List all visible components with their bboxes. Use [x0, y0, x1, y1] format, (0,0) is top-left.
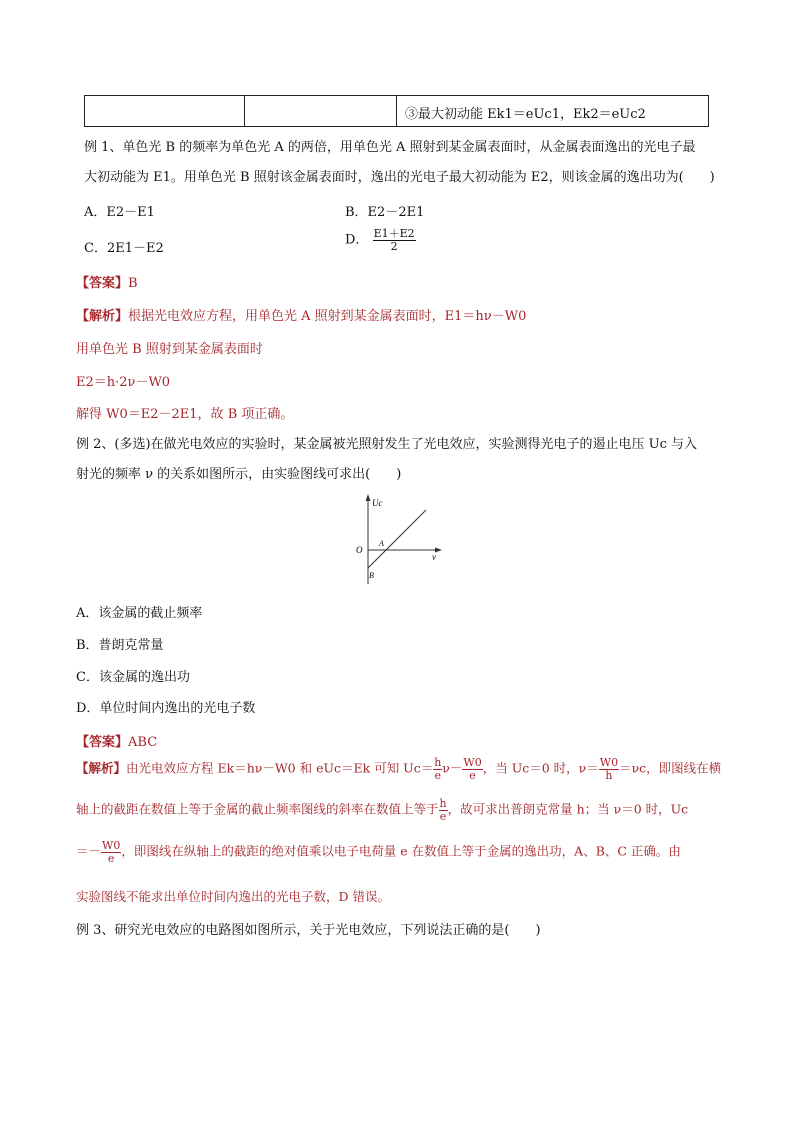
ex1-option-d-fraction	[373, 228, 416, 252]
ex2-analysis-line3	[76, 840, 681, 864]
fraction-denominator: h	[605, 768, 613, 782]
analysis-text: ，故可求出普朗克常量 h；当 ν＝0 时，Uc	[447, 801, 689, 817]
ex1-option-c: C．2E1－E2	[84, 241, 164, 256]
ex2-question-line1: 例 2、(多选)在做光电效应的实验时，某金属被光照射发生了光电效应，实验测得光电子的遏止电压 Uc 与入	[76, 437, 698, 452]
fraction-numerator: h	[434, 756, 442, 769]
analysis-text: ν－	[442, 760, 463, 776]
ex1-analysis-line3: E2＝h·2ν－W0	[76, 375, 171, 390]
ex2-analysis-line4: 实验图线不能求出单位时间内逸出的光电子数，D 错误。	[76, 889, 390, 904]
ex2-option-d: D．单位时间内逸出的光电子数	[76, 701, 256, 716]
answer-tag: 【答案】	[76, 276, 129, 291]
uc-line	[368, 510, 426, 568]
ex2-answer	[76, 731, 157, 750]
fraction-h-over-e	[433, 757, 442, 781]
ex2-option-c: C．该金属的逸出功	[76, 670, 190, 685]
table-fragment	[84, 95, 709, 127]
uc-vs-frequency-graph	[352, 492, 444, 588]
y-axis-arrow-icon	[366, 494, 371, 501]
analysis-text: 轴上的截距在数值上等于金属的截止频率图线的斜率在数值上等于	[76, 801, 439, 817]
fraction-denominator: e	[469, 768, 476, 782]
answer-value: ABC	[128, 735, 158, 750]
ex2-option-b: B．普朗克常量	[76, 638, 164, 653]
table-cell-2	[244, 96, 397, 126]
y-axis-label: Uc	[372, 498, 383, 508]
table-cell-1	[85, 96, 245, 126]
analysis-text: 根据光电效应方程，用单色光 A 照射到某金属表面时，E1＝hν－W0	[128, 309, 527, 324]
ex2-option-a: A．该金属的截止频率	[76, 606, 203, 621]
analysis-tag: 【解析】	[76, 309, 129, 324]
fraction-denominator: 2	[390, 239, 398, 253]
ex1-question-line1: 例 1、单色光 B 的频率为单色光 A 的两倍，用单色光 A 照射到某金属表面时，从金属表面逸出的光电子最	[84, 140, 696, 155]
fraction-denominator: e	[434, 768, 441, 782]
origin-label: O	[356, 545, 363, 555]
fraction-numerator: E1＋E2	[373, 227, 415, 240]
ex2-analysis-line2	[76, 798, 688, 822]
ex1-analysis-line2: 用单色光 B 照射到某金属表面时	[76, 342, 263, 357]
fraction-numerator: W0	[463, 756, 482, 769]
ex1-analysis-line1	[76, 305, 526, 324]
ex3-question-line1: 例 3、研究光电效应的电路图如图所示，关于光电效应，下列说法正确的是( )	[76, 923, 541, 938]
fraction-numerator: W0	[102, 839, 121, 852]
fraction-numerator: W0	[599, 756, 619, 769]
ex2-question-line2: 射光的频率 ν 的关系如图所示，由实验图线可求出( )	[76, 467, 402, 482]
ex1-option-b: B．E2－2E1	[345, 205, 425, 220]
ex2-analysis-line1	[76, 757, 721, 781]
fraction-numerator: h	[439, 797, 447, 810]
ex1-question-line2: 大初动能为 E1。用单色光 B 照射该金属表面时，逸出的光电子最大初动能为 E2，则该金属的逸出功为( )	[84, 170, 715, 185]
analysis-text: ＝－	[76, 843, 102, 859]
table-cell-3: ③最大初动能 Ek1＝eUc1，Ek2＝eUc2	[405, 107, 646, 122]
fraction-w0-over-e	[101, 840, 121, 864]
ex1-analysis-line4: 解得 W0＝E2－2E1，故 B 项正确。	[76, 407, 294, 422]
analysis-text: ＝νc，即图线在横	[619, 760, 722, 776]
fraction-denominator: e	[107, 851, 115, 865]
answer-value: B	[128, 276, 138, 291]
fraction-h-over-e	[439, 798, 448, 822]
fraction-w0-over-e	[462, 757, 482, 781]
ex1-answer	[76, 272, 138, 291]
analysis-text: ，即图线在纵轴上的截距的绝对值乘以电子电荷量 e 在数值上等于金属的逸出功，A、B、C 正确。由	[121, 843, 681, 859]
answer-tag: 【答案】	[76, 735, 129, 750]
x-axis-label: ν	[432, 552, 436, 562]
point-a-label: A	[379, 539, 384, 548]
ex1-option-d-label: D．	[345, 232, 369, 248]
ex1-option-d	[345, 228, 416, 252]
analysis-tag: 【解析】	[76, 760, 127, 776]
analysis-text: 由光电效应方程 Ek＝hν－W0 和 eUc＝Ek 可知 Uc＝	[126, 760, 434, 776]
fraction-w0-over-h	[599, 757, 619, 781]
x-axis-arrow-icon	[435, 548, 442, 553]
point-b-label: B	[369, 571, 374, 580]
analysis-text: ，当 Uc＝0 时，ν＝	[482, 760, 599, 776]
ex1-option-a: A．E2－E1	[84, 205, 155, 220]
fraction-denominator: e	[439, 809, 447, 823]
